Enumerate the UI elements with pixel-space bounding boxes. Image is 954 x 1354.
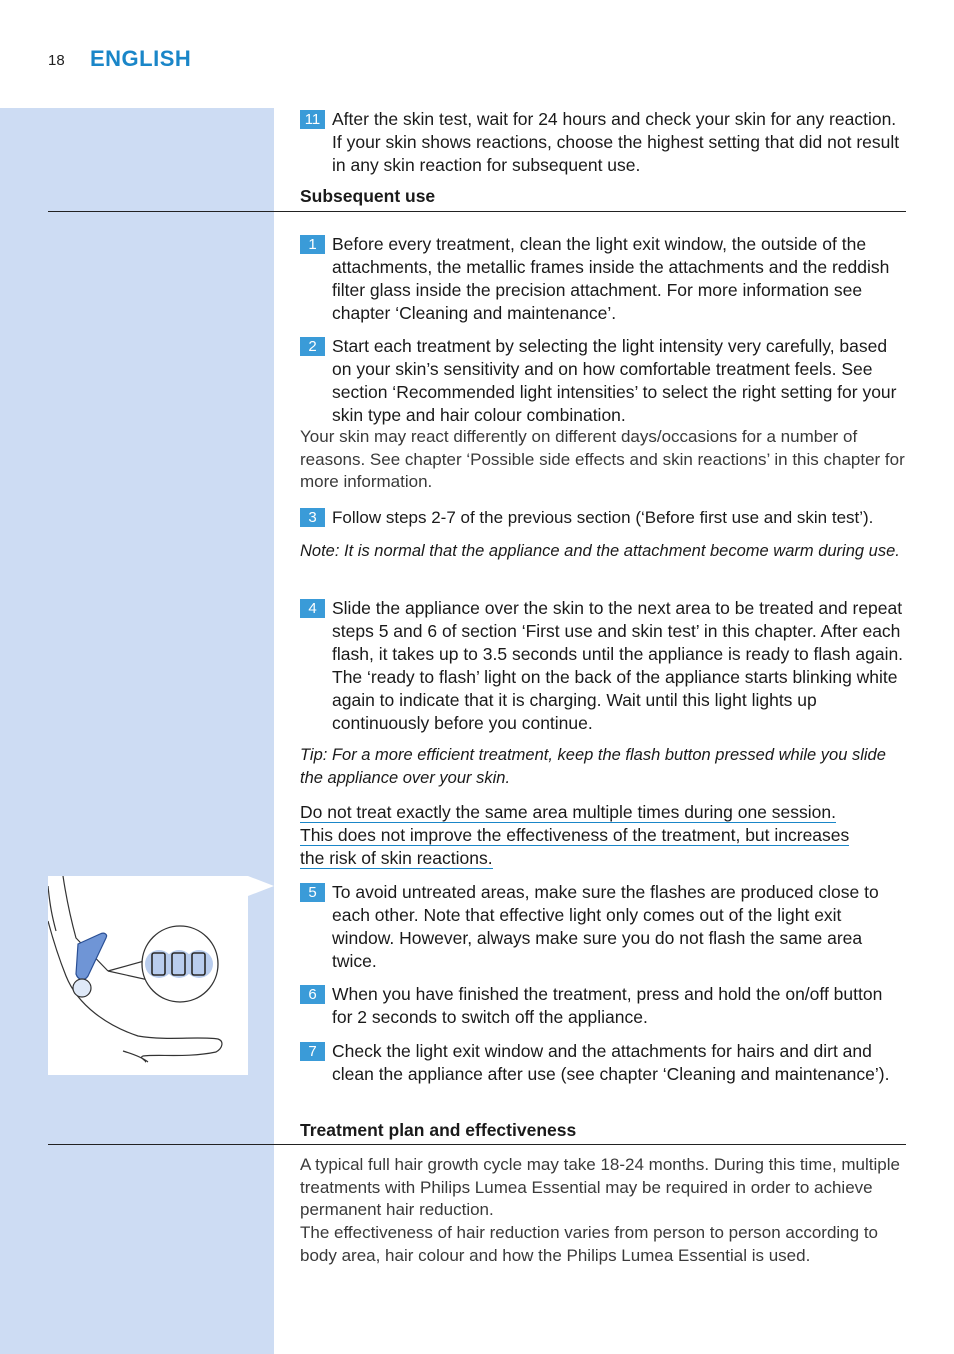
- step-text: When you have finished the treatment, press and hold the on/off button for 2 seconds to switch off the appliance.: [332, 984, 883, 1027]
- step-text: Start each treatment by selecting the light intensity very carefully, based on your skin’s sensitivity and on how comfortable treatment feels. See section ‘Recommended light intensities’ to select the right setting for your skin type and hair colour combination.: [332, 336, 897, 425]
- warning-line: This does not improve the effectiveness of the treatment, but increases: [300, 825, 850, 845]
- plan-paragraph: A typical full hair growth cycle may take 18-24 months. During this time, multiple treatments with Philips Lumea Essential may be required in order to achieve permanent hair reduction.: [300, 1155, 900, 1219]
- step-4: [300, 597, 906, 735]
- page-number: 18: [48, 52, 65, 69]
- sidebar-band: [0, 108, 274, 1354]
- leg-treatment-illustration: [48, 876, 248, 1075]
- illustration-pointer: [248, 876, 274, 896]
- tip-text: Tip: For a more efficient treatment, keep the flash button pressed while you slide the appliance over your skin.: [300, 746, 886, 787]
- step-text: After the skin test, wait for 24 hours and check your skin for any reaction. If your skin shows reactions, choose the highest setting that did not result in any skin reaction for subsequent use.: [332, 109, 900, 175]
- step-3: [300, 506, 906, 529]
- step-2-extra-info: Your skin may react differently on different days/occasions for a number of reasons. See chapter ‘Possible side effects and skin reactions’ in this chapter for more information.: [300, 427, 905, 491]
- step-2: [300, 335, 906, 427]
- step-5: [300, 881, 906, 973]
- step-text: Before every treatment, clean the light exit window, the outside of the attachments, the metallic frames inside the attachments and the reddish filter glass inside the precision attachment. For more information see chapter ‘Cleaning and maintenance’.: [332, 234, 890, 323]
- section-divider: [48, 211, 906, 212]
- step-6: [300, 983, 906, 1029]
- step-number-badge: 2: [300, 337, 325, 356]
- step-text: To avoid untreated areas, make sure the flashes are produced close to each other. Note that effective light only comes out of the light exit window. However, always make sure you do not flash the same area twice.: [332, 882, 879, 971]
- plan-paragraph: The effectiveness of hair reduction varies from person to person according to body area, hair colour and how the Philips Lumea Essential is used.: [300, 1223, 878, 1265]
- step-text: Follow steps 2-7 of the previous section (‘Before first use and skin test’).: [332, 508, 874, 527]
- leg-with-appliance-drawing: [48, 876, 248, 1075]
- step-11: [300, 108, 906, 177]
- language-label: ENGLISH: [90, 46, 192, 71]
- step-number-badge: 5: [300, 883, 325, 902]
- section-divider: [48, 1144, 906, 1145]
- section-heading-subsequent-use: Subsequent use: [300, 186, 436, 206]
- warning-text: [300, 801, 900, 870]
- note-text: Note: It is normal that the appliance and the attachment become warm during use.: [300, 542, 900, 560]
- step-number-badge: 3: [300, 508, 325, 527]
- step-1: [300, 233, 906, 325]
- step-text: Slide the appliance over the skin to the next area to be treated and repeat steps 5 and 6 of section ‘First use and skin test’ in this chapter. After each flash, it takes up to 3.5 seconds until the appliance is ready to flash again. The ‘ready to flash’ light on the back of the appliance starts blinking white again to indicate that it is charging. Wait until this light lights up continuously before you continue.: [332, 598, 904, 733]
- step-7: [300, 1040, 906, 1086]
- step-number-badge: 1: [300, 235, 325, 254]
- step-number-badge: 4: [300, 599, 325, 618]
- warning-line: Do not treat exactly the same area multiple times during one session.: [300, 802, 836, 822]
- step-number-badge: 7: [300, 1042, 325, 1061]
- step-text: Check the light exit window and the attachments for hairs and dirt and clean the appliance after use (see chapter ‘Cleaning and maintenance’).: [332, 1041, 890, 1084]
- step-number-badge: 6: [300, 985, 325, 1004]
- section-heading-treatment-plan: Treatment plan and effectiveness: [300, 1120, 577, 1140]
- warning-line: the risk of skin reactions.: [300, 848, 493, 868]
- step-number-badge: 11: [300, 110, 325, 129]
